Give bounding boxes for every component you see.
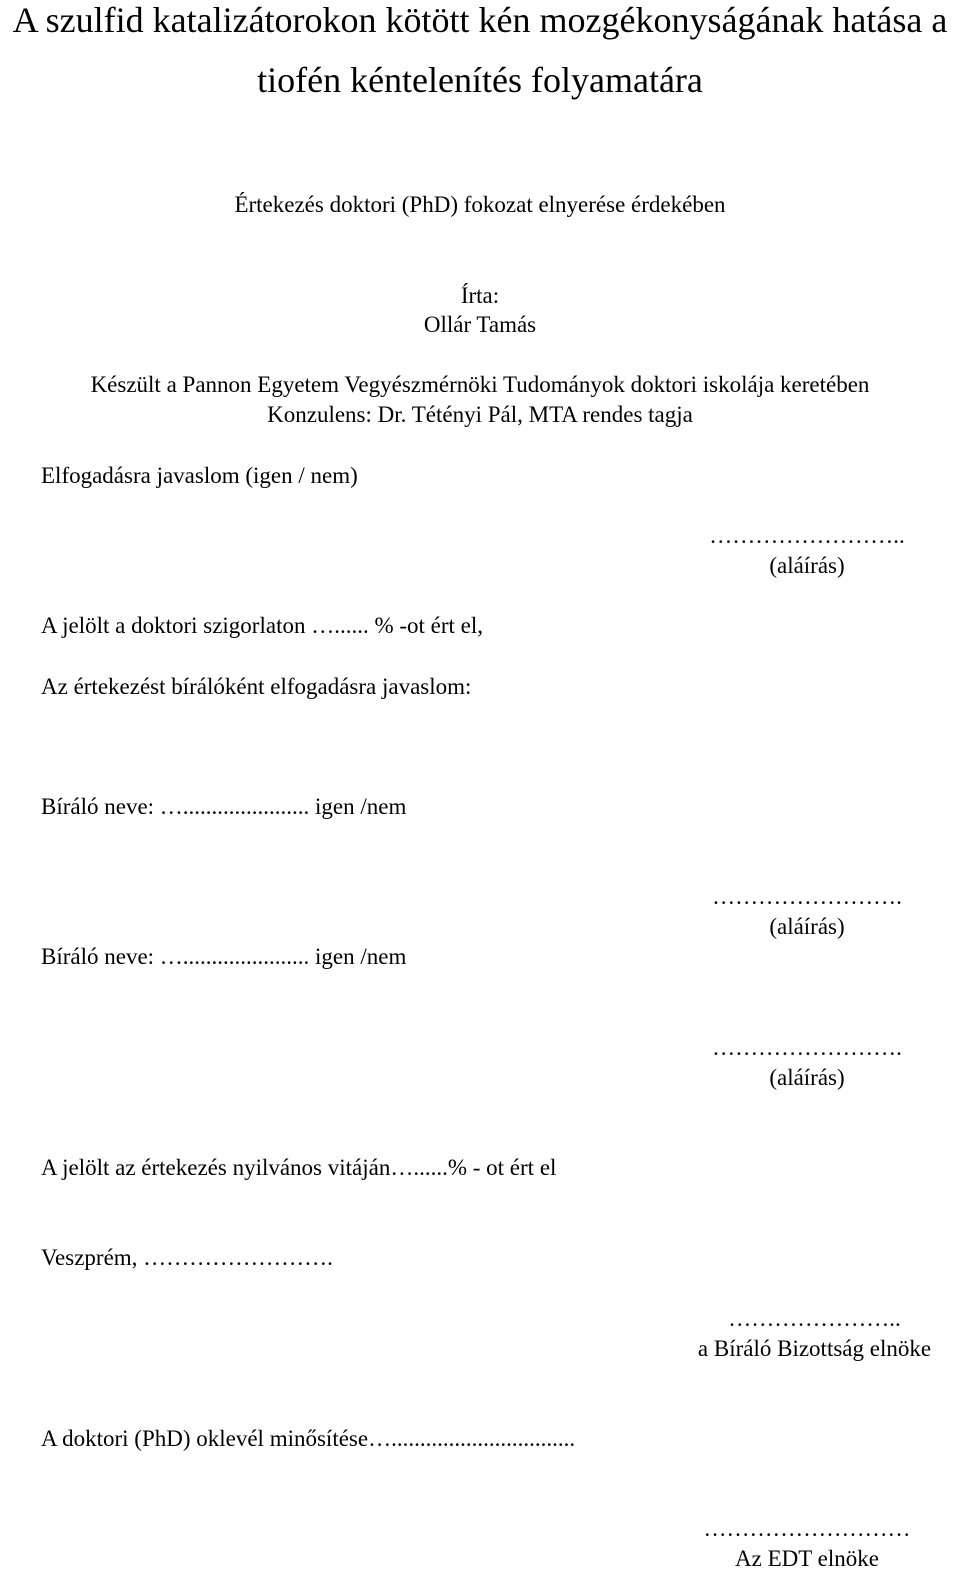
signature-label-3: (aláírás) (769, 1065, 845, 1090)
committee-signature-dots: ………………….. (728, 1306, 901, 1331)
reviewer-1-line: Bíráló neve: …...................... igen /nem (41, 794, 407, 819)
qualification-line: A doktori (PhD) oklevél minősítése…................................ (41, 1426, 576, 1451)
thesis-subtitle: Értekezés doktori (PhD) fokozat elnyerése érdekében (234, 192, 726, 217)
committee-chair-label: a Bíráló Bizottság elnöke (697, 1336, 932, 1361)
signature-dots-1: …………………….. (709, 523, 905, 548)
exam-result-line: A jelölt a doktori szigorlaton …...... % -ot ért el, (41, 613, 484, 638)
signature-label-2: (aláírás) (769, 914, 845, 939)
place-date-line: Veszprém, ……………………. (41, 1245, 333, 1270)
signature-dots-3: ……………………. (712, 1035, 902, 1060)
signature-label-1: (aláírás) (769, 553, 845, 578)
made-at-line: Készült a Pannon Egyetem Vegyészmérnöki Tudományok doktori iskolája keretében (90, 372, 870, 397)
thesis-title-line-1: A szulfid katalizátorokon kötött kén mozgékonyságának hatása a (12, 0, 948, 40)
consultant-line: Konzulens: Dr. Tétényi Pál, MTA rendes tagja (267, 402, 693, 427)
reviewer-2-line: Bíráló neve: …...................... igen /nem (41, 944, 407, 969)
defense-result-line: A jelölt az értekezés nyilvános vitáján…......% - ot ért el (41, 1155, 557, 1180)
signature-dots-2: ……………………. (712, 884, 902, 909)
edt-chair-label: Az EDT elnöke (735, 1546, 879, 1571)
edt-signature-dots: ……………………… (703, 1516, 911, 1541)
acceptance-line: Elfogadásra javaslom (igen / nem) (41, 463, 358, 488)
thesis-title-line-2: tiofén kéntelenítés folyamatára (257, 60, 703, 100)
reviewer-intro-line: Az értekezést bírálóként elfogadásra javaslom: (41, 674, 472, 699)
author-name: Ollár Tamás (423, 312, 537, 337)
author-label: Írta: (460, 283, 500, 308)
